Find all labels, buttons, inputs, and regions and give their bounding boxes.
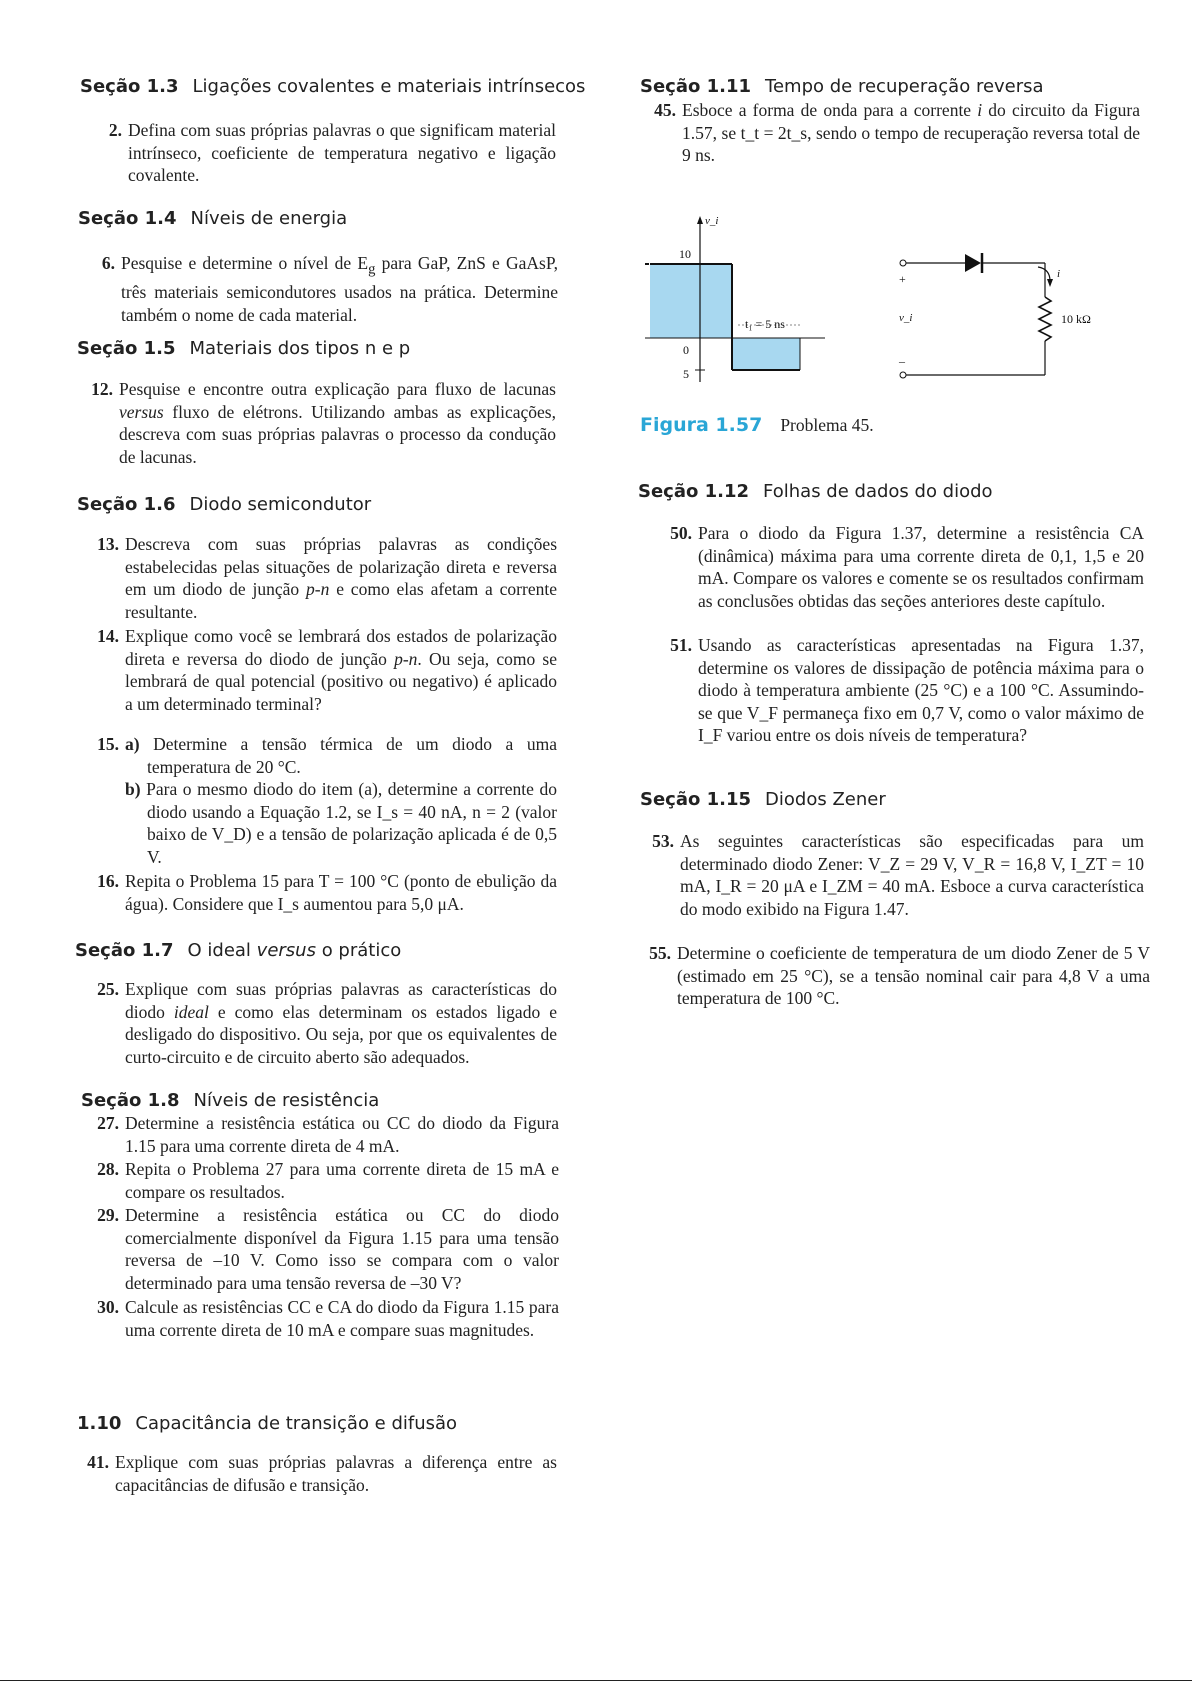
section-heading-1-3: Seção 1.3 Ligações covalentes e materiais intrínsecos (80, 76, 586, 97)
y-tick-10: 10 (679, 247, 691, 261)
bottom-rule (0, 1680, 1192, 1681)
t1-label: t₁ = 5 ns (745, 317, 785, 331)
problem-51: 51. Usando as características apresentadas na Figura 1.37, determine os valores de dissipação de potência máxima para o diodo à temperatura ambiente (25 °C) e a 100 °C. Assumindo-se que V_F permaneça fixo em 0,7 V, como o valor máximo de I_F variou entre os dois níveis de temperatura? (670, 635, 1144, 745)
section-heading-1-7: Seção 1.7 O ideal versus o prático (75, 940, 402, 961)
problem-30: 30. Calcule as resistências CC e CA do diodo da Figura 1.15 para uma corrente direta de 10 mA e compare suas magnitudes. (97, 1297, 559, 1340)
problem-41: 41. Explique com suas próprias palavras a diferença entre as capacitâncias de difusão e transição. (87, 1452, 557, 1495)
section-heading-1-6: Seção 1.6 Diodo semicondutor (77, 494, 372, 515)
problem-50: 50. Para o diodo da Figura 1.37, determine a resistência CA (dinâmica) máxima para uma corrente direta de 0,1, 1,5 e 20 mA. Compare os valores e comente se os resultados confirmam as conclusões obtidas das seções anteriores deste capítulo. (670, 523, 1144, 611)
problem-15b: b) Para o mesmo diodo do item (a), determine a corrente do diodo usando a Equação 1.2, se I_s = 40 nA, n = 2 (valor baixo de V_D) e a tensão de polarização aplicada é de 0,5 V. (125, 779, 558, 867)
figure-caption: Figura 1.57 Problema 45. (640, 414, 874, 436)
problem-53: 53. As seguintes características são especificadas para um determinado diodo Zener: V_Z = 29 V, V_R = 16,8 V, I_ZT = 10 mA, I_R = 20 μA e I_ZM = 40 mA. Esboce a curva característica do modo exibido na Figura 1.47. (652, 831, 1144, 919)
plus-sign: + (899, 272, 906, 286)
problem-14: 14. Explique como você se lembrará dos estados de polarização direta e reversa do diodo de junção p-n. Ou seja, como se lembrará de qual potencial (positivo ou negativo) é aplicado a um determinado terminal? (97, 626, 557, 714)
problem-55: 55. Determine o coeficiente de temperatura de um diodo Zener de 5 V (estimado em 25 °C), se a tensão nominal cair para 4,8 V a uma temperatura de 100 °C. (649, 943, 1150, 1008)
current-arrow-icon (1047, 279, 1053, 287)
graph-ylabel: v_i (705, 215, 719, 227)
problem-27: 27. Determine a resistência estática ou CC do diodo da Figura 1.15 para uma corrente direta de 4 mA. (97, 1113, 559, 1156)
resistor-value: 10 kΩ (1061, 312, 1091, 326)
waveform-graph (645, 210, 855, 395)
section-heading-1-5: Seção 1.5 Materiais dos tipos n e p (77, 338, 411, 359)
current-label: i (1057, 268, 1061, 280)
problem-13: 13. Descreva com suas próprias palavras as condições estabelecidas pelas situações de polarização direta e reversa em um diodo de junção p-n e como elas afetam a corrente resultante. (97, 534, 557, 622)
circuit-diagram (895, 245, 1125, 385)
minus-sign: – (899, 354, 905, 368)
problem-6: 6. Pesquise e determine o nível de $E_g$ para GaP, ZnS e GaAsP, três materiais semicondutores usados na prática. Determine também o nome de cada material. (101, 253, 558, 325)
section-heading-1-12: Seção 1.12 Folhas de dados do diodo (638, 481, 993, 502)
section-heading-1-10: 1.10 Capacitância de transição e difusão (77, 1413, 458, 1434)
vi-label: v_i (899, 312, 913, 324)
problem-28: 28. Repita o Problema 27 para uma corrente direta de 15 mA e compare os resultados. (97, 1159, 559, 1202)
section-heading-1-11: Seção 1.11 Tempo de recuperação reversa (640, 76, 1044, 97)
problem-12: 12. Pesquise e encontre outra explicação para fluxo de lacunas versus fluxo de elétrons. Utilizando ambas as explicações, descreva com suas próprias palavras o processo da condução de lacunas. (91, 379, 556, 467)
problem-25: 25. Explique com suas próprias palavras as características do diodo ideal e como elas determinam os estados ligado e desligado do dispositivo. Ou seja, por que os equivalentes de curto-circuito e de circuito aberto são adequados. (97, 979, 557, 1067)
problem-45: 45. Esboce a forma de onda para a corrente i do circuito da Figura 1.57, se t_t = 2t_s, sendo o tempo de recuperação reversa total de 9 ns. (654, 100, 1140, 165)
problem-16: 16. Repita o Problema 15 para T = 100 °C (ponto de ebulição da água). Considere que I_s aumentou para 5,0 μA. (97, 871, 557, 914)
problem-2: 2. Defina com suas próprias palavras o que significam material intrínseco, coeficiente de temperatura negativo e ligação covalente. (108, 120, 556, 185)
diode-symbol (965, 254, 981, 272)
section-heading-1-15: Seção 1.15 Diodos Zener (640, 789, 886, 810)
problem-15: 15. a) Determine a tensão térmica de um diodo a uma temperatura de 20 °C. b) Para o mesmo diodo do item (a), determine a corrente do diodo usando a Equação 1.2, se I_s = 40 nA, n = 2 (valor baixo de V_D) e a tensão de polarização aplicada é de 0,5 V. (97, 734, 558, 867)
section-heading-1-4: Seção 1.4 Níveis de energia (78, 208, 348, 229)
problem-29: 29. Determine a resistência estática ou CC do diodo comercialmente disponível da Figura 1.15 para uma tensão reversa de –10 V. Como isso se compara com o valor determinado para uma tensão reversa de –30 V? (97, 1205, 559, 1293)
problem-15a: a) Determine a tensão térmica de um diodo a uma temperatura de 20 °C. (125, 734, 558, 777)
y-tick-0: 0 (683, 343, 689, 357)
resistor-symbol (1039, 297, 1051, 341)
section-heading-1-8: Seção 1.8 Níveis de resistência (81, 1090, 380, 1111)
y-tick-5: 5 (683, 367, 689, 381)
